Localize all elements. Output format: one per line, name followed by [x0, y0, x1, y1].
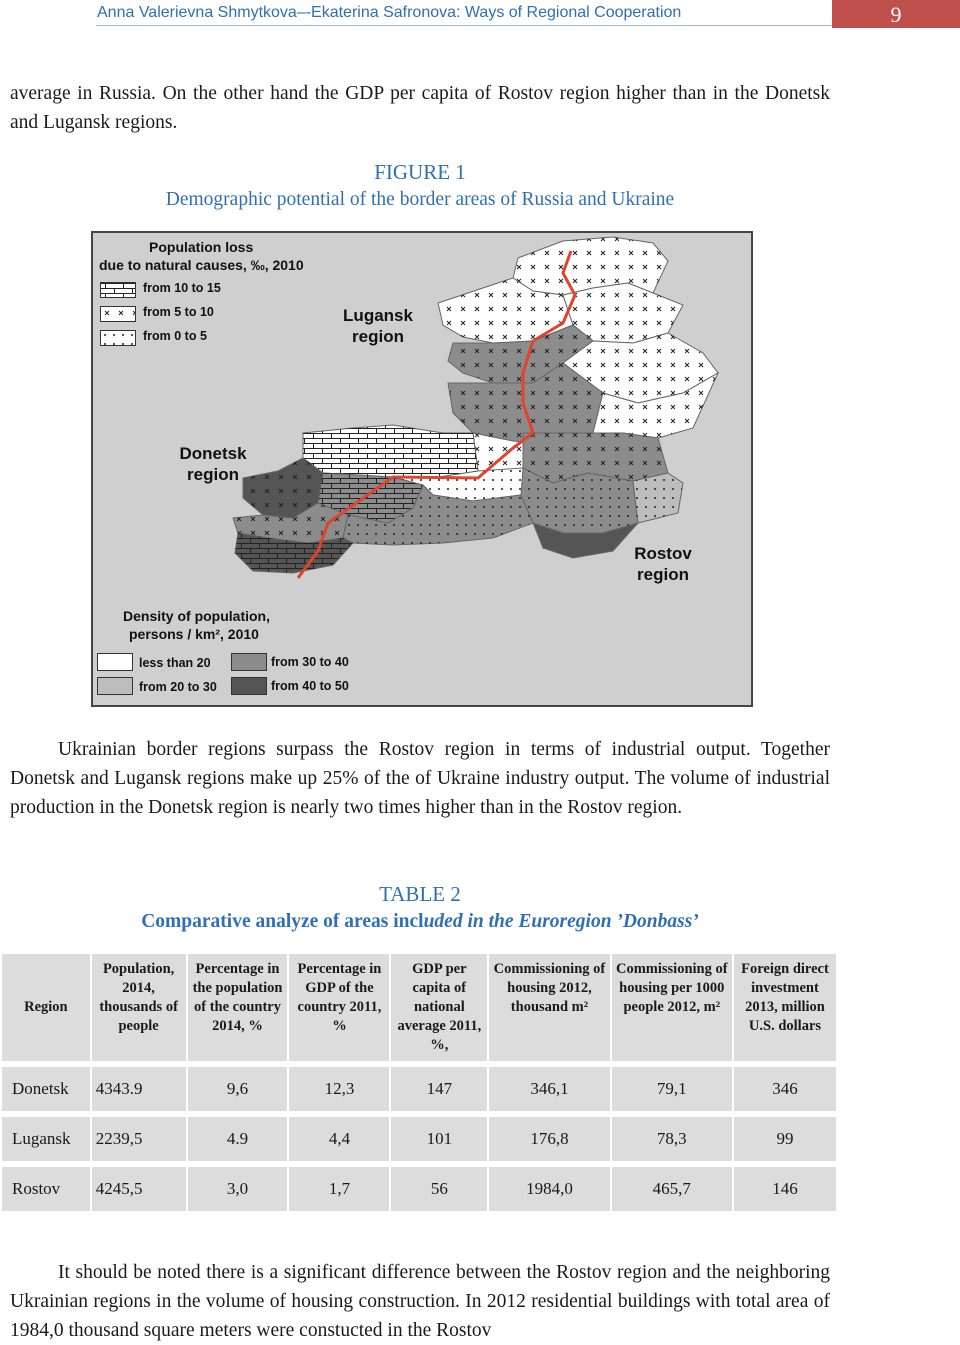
header-housing: Commissioning of housing 2012, thousand m² [489, 954, 609, 1061]
loss-swatch-cross [100, 306, 136, 322]
loss-swatch-dot [100, 330, 136, 346]
cell-gdp-per-capita: 56 [391, 1167, 487, 1211]
density-item-40-50: from 40 to 50 [271, 679, 349, 693]
header-rule [96, 25, 832, 26]
cell-gdp-share: 12,3 [289, 1067, 389, 1111]
cell-population: 2239,5 [92, 1117, 186, 1161]
cell-housing: 1984,0 [489, 1167, 609, 1211]
table-header-row [2, 954, 836, 1061]
demographic-map [91, 231, 753, 707]
loss-item-2: from 5 to 10 [143, 305, 214, 319]
cell-fdi: 99 [734, 1117, 836, 1161]
density-swatch-lt20 [97, 653, 133, 671]
density-swatch-40-50 [231, 677, 267, 695]
density-swatch-30-40 [231, 653, 267, 671]
density-item-30-40: from 30 to 40 [271, 655, 349, 669]
loss-item-3: from 0 to 5 [143, 329, 207, 343]
table-row [2, 1067, 836, 1111]
table-row [2, 1117, 836, 1161]
header-gdp-per-capita: GDP per capita of national average 2011, %, [391, 954, 487, 1061]
cell-region: Lugansk [2, 1117, 90, 1161]
loss-swatch-brick [100, 282, 136, 298]
header-housing-per-1000: Commissioning of housing per 1000 people 2012, m² [612, 954, 732, 1061]
loss-item-1: from 10 to 15 [143, 281, 221, 295]
cell-gdp-share: 4,4 [289, 1117, 389, 1161]
comparison-table [0, 952, 838, 1213]
header-fdi: Foreign direct investment 2013, million U.S. dollars [734, 954, 836, 1061]
cell-population: 4245,5 [92, 1167, 186, 1211]
cell-population: 4343.9 [92, 1067, 186, 1111]
cell-population-share: 4.9 [188, 1117, 288, 1161]
density-legend-title: Density of population, persons / km², 2010 [123, 608, 270, 642]
running-title: Anna Valerievna Shmytkova–-Ekaterina Safronova: Ways of Regional Cooperation [97, 4, 682, 21]
cell-housing-per-1000: 465,7 [612, 1167, 732, 1211]
table-title: Comparative analyze of areas included in the Euroregion ’Donbass’ [141, 911, 699, 932]
cell-housing: 346,1 [489, 1067, 609, 1111]
page-number: 9 [832, 0, 960, 28]
header-population: Population, 2014, thousands of people [92, 954, 186, 1061]
header-gdp-share: Percentage in GDP of the country 2011, % [289, 954, 389, 1061]
cell-gdp-share: 1,7 [289, 1167, 389, 1211]
figure-label: FIGURE 1 [374, 160, 466, 184]
cell-housing: 176,8 [489, 1117, 609, 1161]
figure-title: Demographic potential of the border areas of Russia and Ukraine [165, 189, 675, 210]
density-swatch-20-30 [97, 677, 133, 695]
rostov-label: Rostov region [634, 544, 692, 584]
cell-gdp-per-capita: 147 [391, 1067, 487, 1111]
cell-population-share: 9,6 [188, 1067, 288, 1111]
cell-population-share: 3,0 [188, 1167, 288, 1211]
lugansk-label: Lugansk region [343, 306, 413, 346]
cell-fdi: 346 [734, 1067, 836, 1111]
cell-housing-per-1000: 78,3 [612, 1117, 732, 1161]
donetsk-label: Donetsk region [179, 444, 247, 484]
paragraph-industry: Ukrainian border regions surpass the Rostov region in terms of industrial output. Together Donetsk and Lugansk regions make up 25% of the of Ukraine industry output. The volume of industrial production in the Donetsk region is nearly two times higher than in the Rostov region. [10, 739, 830, 818]
table-label: TABLE 2 [379, 882, 461, 906]
cell-region: Rostov [2, 1167, 90, 1211]
table-row [2, 1167, 836, 1211]
loss-legend-title: Population loss due to natural causes, ‰, 2010 [99, 239, 304, 273]
header-region: Region [2, 954, 90, 1061]
cell-region: Donetsk [2, 1067, 90, 1111]
cell-housing-per-1000: 79,1 [612, 1067, 732, 1111]
rostov-districts [521, 433, 683, 558]
cell-gdp-per-capita: 101 [391, 1117, 487, 1161]
header-population-share: Percentage in the population of the country 2014, % [188, 954, 288, 1061]
paragraph-housing: It should be noted there is a significant difference between the Rostov region and the neighboring Ukrainian regions in the volume of housing construction. In 2012 residential buildings with total area of 1984,0 thousand square meters were constucted in the Rostov [10, 1262, 830, 1341]
cell-fdi: 146 [734, 1167, 836, 1211]
running-head [0, 0, 960, 30]
density-item-lt20: less than 20 [139, 656, 211, 670]
density-item-20-30: from 20 to 30 [139, 680, 217, 694]
paragraph-intro: average in Russia. On the other hand the GDP per capita of Rostov region higher than in the Donetsk and Lugansk regions. [10, 83, 830, 133]
